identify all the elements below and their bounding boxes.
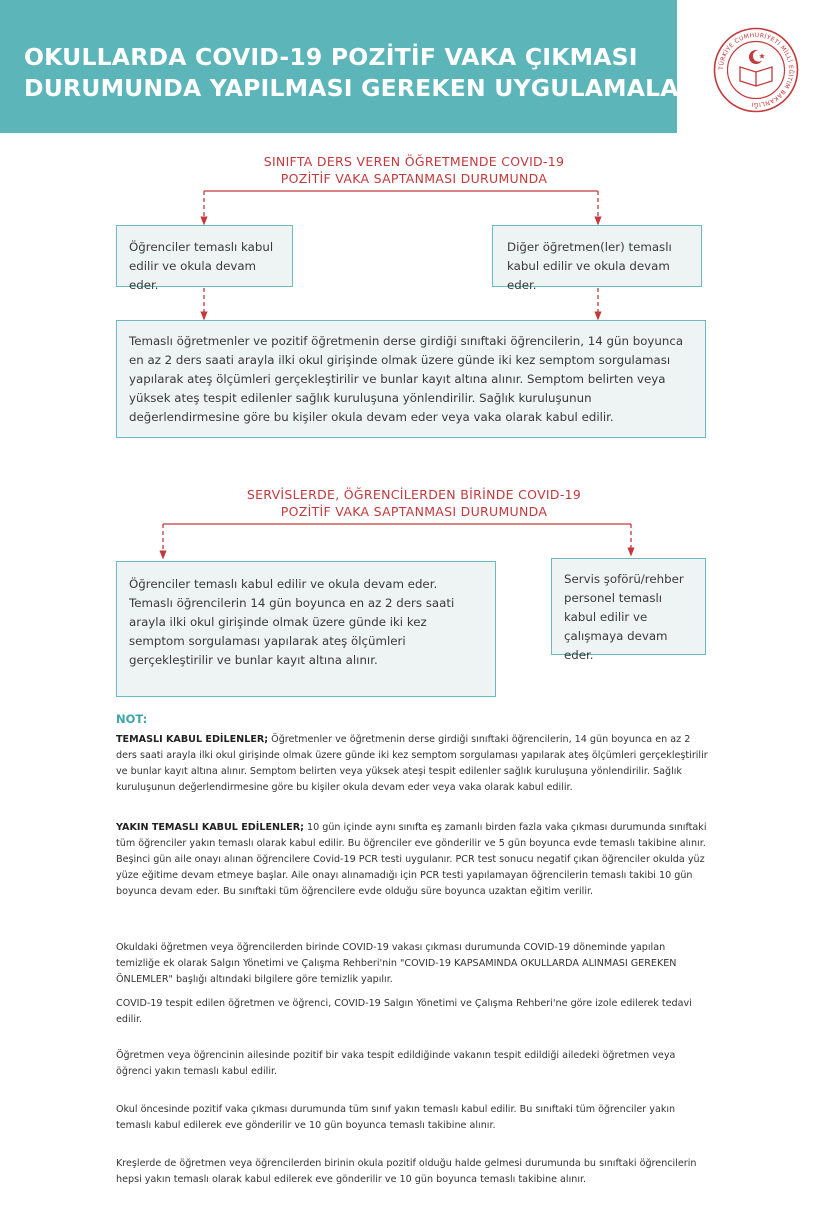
svg-text:TÜRKİYE CUMHURİYETİ MİLLÎ EĞİT	[718, 32, 794, 108]
note-paragraph-5: Öğretmen veya öğrencinin ailesinde pozitif bir vaka tespit edildiğinde vakanın tespit edildiği ailedeki öğretmen veya öğrenci yakın temaslı kabul edilir.	[116, 1050, 676, 1077]
note-label: NOT:	[116, 712, 148, 726]
s1-right-box	[492, 225, 702, 292]
note-p1-text: Öğretmenler ve öğretmenin derse girdiği sınıftaki öğrencilerin, 14 gün boyunca en az 2 ders saati arayla ilki okul girişinde olmak üzere günde iki kez semptom sorgulaması yapılarak ateş ölçümleri gerçekleştirilir ve bunlar kayıt altına alınır. Semptom belirten veya yüksek ateşi tespit edilenler sağlık kuruluşuna yönlendirilir. Sağlık kuruluşunun değerlendirmesine göre bu kişiler okula devam eder veya vaka olarak kabul edilir.	[116, 734, 708, 793]
note-p1-heading: TEMASLI KABUL EDİLENLER;	[116, 734, 269, 745]
seal-text: TÜRKİYE CUMHURİYETİ MİLLÎ EĞİTİM BAKANLIĞI	[717, 31, 795, 109]
header-title-line-2: DURUMUNDA YAPILMASI GEREKEN UYGULAMALAR	[24, 74, 697, 102]
note-paragraph-6: Okul öncesinde pozitif vaka çıkması durumunda tüm sınıf yakın temaslı kabul edilir. Bu sınıftaki tüm öğrenciler yakın temaslı kabul edilerek eve gönderilir ve 10 gün boyunca temaslı takibine alınır.	[116, 1104, 676, 1131]
s2-left-box-text: Öğrenciler temaslı kabul edilir ve okula devam eder. Temaslı öğrencilerin 14 gün boyunca en az 2 ders saati arayla ilki okul girişinde olmak üzere günde iki kez semptom sorgulaması yapılarak ateş ölçümleri gerçekleştirilir ve bunlar kayıt altına alınır.	[129, 577, 455, 667]
s2-right-box-text: Servis şoförü/rehber personel temaslı kabul edilir ve çalışmaya devam eder.	[564, 572, 684, 662]
ministry-seal-icon	[713, 27, 799, 113]
section2-title: SERVİSLERDE, ÖĞRENCİLERDEN BİRİNDE COVID-19 POZİTİF VAKA SAPTANMASI DURUMUNDA	[246, 487, 582, 519]
s2-left-box	[116, 561, 496, 697]
s1-left-box	[116, 225, 293, 292]
note-paragraph-1	[116, 732, 712, 796]
s1-bottom-box	[116, 320, 706, 438]
note-paragraph-4: COVID-19 tespit edilen öğretmen ve öğrenci, COVID-19 Salgın Yönetimi ve Çalışma Rehberi'ne göre izole edilerek tedavi edilir.	[116, 998, 692, 1025]
note-paragraph-7: Kreşlerde de öğretmen veya öğrencilerden birinin okula pozitif olduğu halde gelmesi durumunda bu sınıftaki öğrencilerin hepsi yakın temaslı olarak kabul edilerek eve gönderilir ve 10 gün boyunca temaslı takibine alınır.	[116, 1158, 697, 1185]
section1-title: SINIFTA DERS VEREN ÖĞRETMENDE COVID-19 POZİTİF VAKA SAPTANMASI DURUMUNDA	[263, 154, 565, 186]
s2-right-box	[551, 558, 706, 662]
s1-left-box-text: Öğrenciler temaslı kabul edilir ve okula devam eder.	[129, 240, 274, 292]
header-title-line-1: OKULLARDA COVID-19 POZİTİF VAKA ÇIKMASI	[24, 43, 638, 71]
s1-right-box-text: Diğer öğretmen(ler) temaslı kabul edilir ve okula devam eder.	[507, 240, 672, 292]
note-p2-text: 10 gün içinde aynı sınıfta eş zamanlı birden fazla vaka çıkması durumunda sınıftaki tüm öğrenciler yakın temaslı olarak kabul edilir. Bu öğrenciler eve gönderilir ve 5 gün boyunca evde temaslı takibine alınır. Beşinci gün aile onayı alınan öğrencilere Covid-19 PCR testi uygulanır. PCR test sonucu negatif çıkan öğrenciler okulda yüz yüze eğitime devam etmeye başlar. Aile onayı alınamadığı için PCR testi yapılamayan öğrencilerin temaslı takibi 10 gün boyunca devam eder. Bu sınıftaki tüm öğrencilere evde olduğu süre boyunca uzaktan eğitim verilir.	[116, 822, 707, 897]
note-p2-heading: YAKIN TEMASLI KABUL EDİLENLER;	[116, 822, 304, 833]
s1-bottom-box-text: Temaslı öğretmenler ve pozitif öğretmenin derse girdiği sınıftaki öğrencilerin, 14 gün boyunca en az 2 ders saati arayla ilki okul girişinde olmak üzere günde iki kez semptom sorgulaması yapılarak ateş ölçümleri gerçekleştirilir ve bunlar kayıt altına alınır. Semptom belirten veya yüksek ateş tespit edilenler sağlık kuruluşuna yönlendirilir. Sağlık kuruluşunun değerlendirmesine göre bu kişiler okula devam eder veya vaka olarak kabul edilir.	[129, 334, 684, 424]
note-paragraph-3: Okuldaki öğretmen veya öğrencilerden birinde COVID-19 vakası çıkması durumunda COVID-19 döneminde yapılan temizliğe ek olarak Salgın Yönetimi ve Çalışma Rehberi'nin "COVID-19 KAPSAMINDA OKULLARDA ALINMASI GEREKEN ÖNLEMLER" başlığı altındaki bilgilere göre temizlik yapılır.	[116, 942, 677, 985]
header-banner	[0, 0, 697, 133]
note-paragraph-2	[116, 820, 712, 900]
